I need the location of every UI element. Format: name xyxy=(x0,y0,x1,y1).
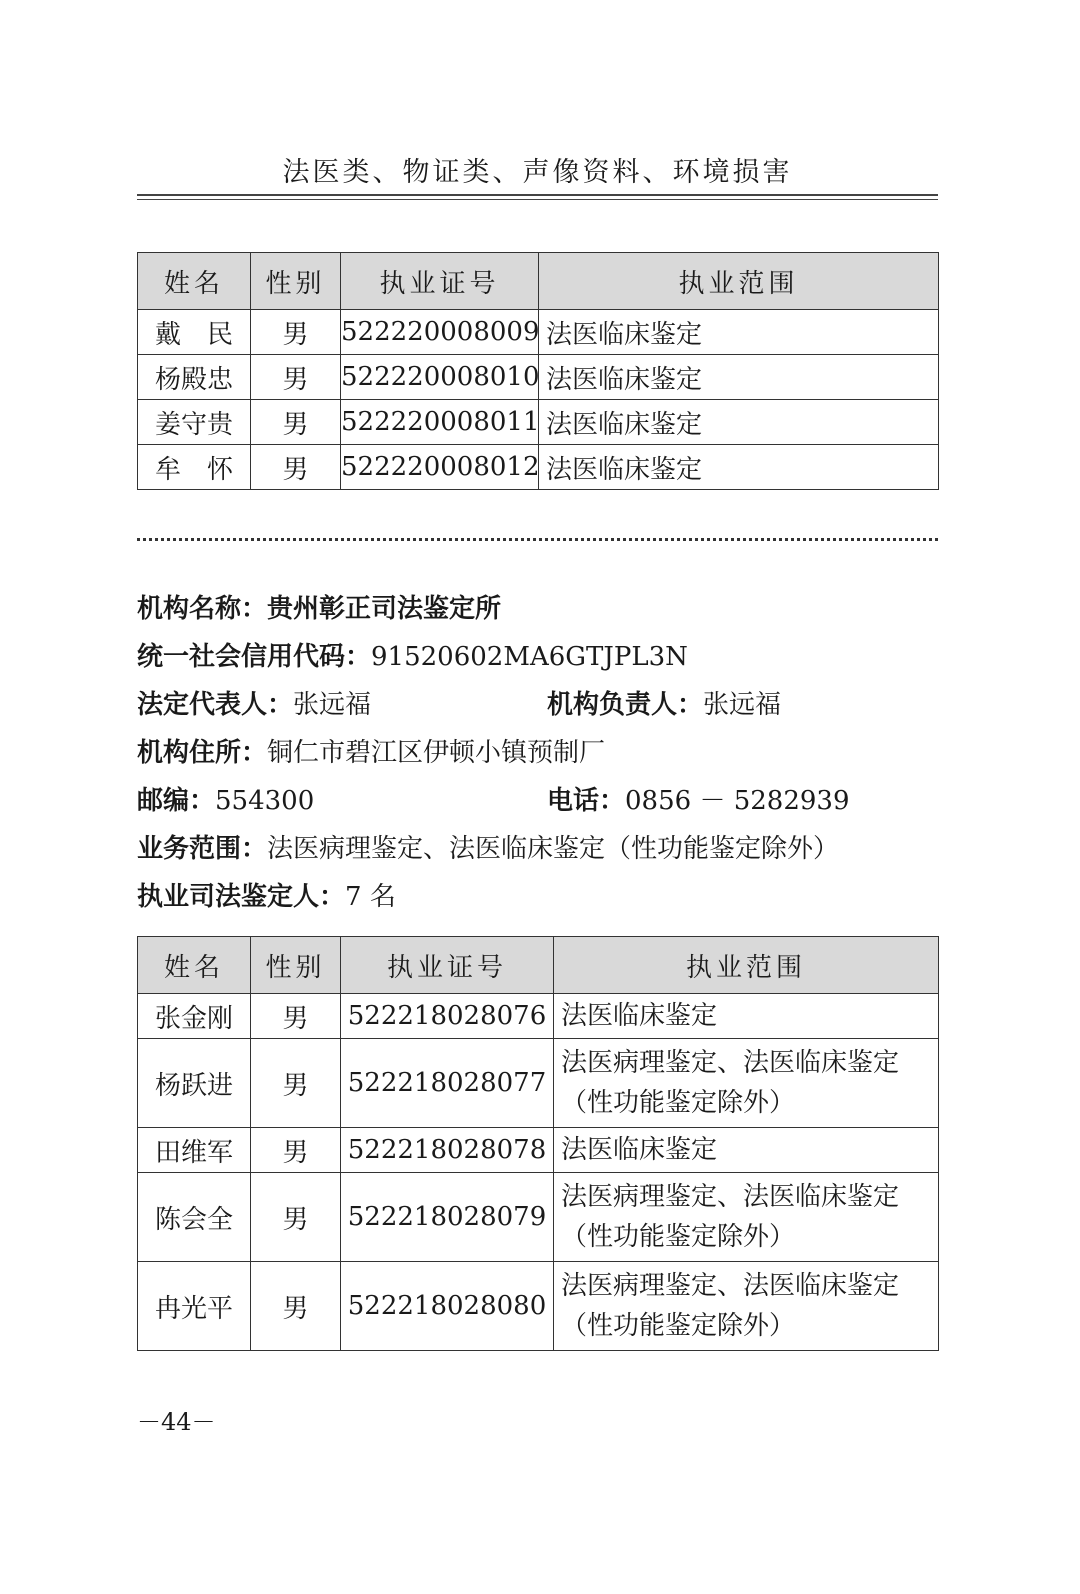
org-name-line xyxy=(137,585,938,633)
table-row xyxy=(138,400,939,445)
col-header-license: 执业证号 xyxy=(341,253,539,310)
col-header-scope: 执业范围 xyxy=(554,937,939,994)
appraisers-value: 7 名 xyxy=(345,882,396,912)
scope-line-2: （性功能鉴定除外） xyxy=(561,1222,796,1252)
cell-license: 522218028079 xyxy=(341,1173,554,1262)
table-header-row xyxy=(138,253,939,310)
legal-rep-value: 张远福 xyxy=(293,690,372,720)
phone-value: 0856 － 5282939 xyxy=(625,786,850,816)
postcode-label: 邮编： xyxy=(137,786,216,816)
postcode-value: 554300 xyxy=(215,786,315,816)
business-scope-value: 法医病理鉴定、法医临床鉴定（性功能鉴定除外） xyxy=(267,834,840,864)
cell-scope: 法医临床鉴定 xyxy=(539,355,939,400)
table-row xyxy=(138,994,939,1039)
col-header-name: 姓名 xyxy=(138,937,251,994)
cell-gender: 男 xyxy=(251,994,341,1039)
scope-line-2: （性功能鉴定除外） xyxy=(561,1311,796,1341)
cell-name: 姜守贵 xyxy=(138,400,251,445)
cell-name: 杨殿忠 xyxy=(138,355,251,400)
appraiser-table-1 xyxy=(137,252,939,490)
table-row xyxy=(138,445,939,490)
col-header-gender: 性别 xyxy=(251,937,341,994)
scope-line-1: 法医病理鉴定、法医临床鉴定 xyxy=(561,1271,900,1301)
credit-code-line xyxy=(137,633,938,681)
cell-name: 杨跃进 xyxy=(138,1039,251,1128)
cell-scope xyxy=(554,1262,939,1351)
cell-name: 张金刚 xyxy=(138,994,251,1039)
cell-license: 522220008012 xyxy=(341,445,539,490)
table-row xyxy=(138,1128,939,1173)
org-head-value: 张远福 xyxy=(703,690,782,720)
table-row xyxy=(138,1262,939,1351)
business-scope-label: 业务范围： xyxy=(137,834,268,864)
org-name-label: 机构名称： xyxy=(137,594,268,624)
section-separator xyxy=(137,538,938,541)
scope-line-2: （性功能鉴定除外） xyxy=(561,1088,796,1118)
appraiser-table-2 xyxy=(137,936,939,1351)
org-head xyxy=(547,681,781,729)
cell-name: 牟 怀 xyxy=(138,445,251,490)
credit-code-value: 91520602MA6GTJPL3N xyxy=(371,642,688,672)
cell-license: 522220008011 xyxy=(341,400,539,445)
header-rule xyxy=(137,194,938,200)
cell-scope xyxy=(554,1039,939,1128)
cell-scope: 法医临床鉴定 xyxy=(539,445,939,490)
running-header: 法医类、物证类、声像资料、环境损害 xyxy=(282,157,793,188)
address-label: 机构住所： xyxy=(137,738,268,768)
cell-license: 522218028076 xyxy=(341,994,554,1039)
phone xyxy=(547,777,850,825)
appraisers-label: 执业司法鉴定人： xyxy=(137,882,346,912)
scope-line-1: 法医临床鉴定 xyxy=(561,1001,718,1031)
scope-line-1: 法医病理鉴定、法医临床鉴定 xyxy=(561,1182,900,1212)
contact-line xyxy=(137,777,938,825)
credit-code-label: 统一社会信用代码： xyxy=(137,642,372,672)
scope-line-1: 法医病理鉴定、法医临床鉴定 xyxy=(561,1048,900,1078)
cell-license: 522218028080 xyxy=(341,1262,554,1351)
business-scope-line xyxy=(137,825,938,873)
cell-license: 522220008010 xyxy=(341,355,539,400)
cell-name: 陈会全 xyxy=(138,1173,251,1262)
cell-scope: 法医临床鉴定 xyxy=(539,400,939,445)
col-header-license: 执业证号 xyxy=(341,937,554,994)
cell-gender: 男 xyxy=(251,1039,341,1128)
cell-license: 522220008009 xyxy=(341,310,539,355)
cell-license: 522218028077 xyxy=(341,1039,554,1128)
cell-name: 戴 民 xyxy=(138,310,251,355)
table-row xyxy=(138,355,939,400)
col-header-scope: 执业范围 xyxy=(539,253,939,310)
cell-scope: 法医临床鉴定 xyxy=(539,310,939,355)
org-head-label: 机构负责人： xyxy=(547,690,704,720)
table-header-row xyxy=(138,937,939,994)
address-value: 铜仁市碧江区伊顿小镇预制厂 xyxy=(267,738,606,768)
cell-gender: 男 xyxy=(251,310,341,355)
cell-gender: 男 xyxy=(251,1128,341,1173)
cell-name: 冉光平 xyxy=(138,1262,251,1351)
cell-gender: 男 xyxy=(251,400,341,445)
scope-line-1: 法医临床鉴定 xyxy=(561,1135,718,1165)
address-line xyxy=(137,729,938,777)
table-row xyxy=(138,1173,939,1262)
cell-scope xyxy=(554,994,939,1039)
cell-license: 522218028078 xyxy=(341,1128,554,1173)
cell-name: 田维军 xyxy=(138,1128,251,1173)
cell-gender: 男 xyxy=(251,1173,341,1262)
page-number: －44－ xyxy=(137,1408,216,1436)
cell-scope xyxy=(554,1128,939,1173)
appraisers-count-line xyxy=(137,873,938,921)
col-header-name: 姓名 xyxy=(138,253,251,310)
table-row xyxy=(138,310,939,355)
representative-line xyxy=(137,681,938,729)
legal-rep-label: 法定代表人： xyxy=(137,690,294,720)
col-header-gender: 性别 xyxy=(251,253,341,310)
cell-scope xyxy=(554,1173,939,1262)
cell-gender: 男 xyxy=(251,355,341,400)
phone-label: 电话： xyxy=(547,786,626,816)
org-name-value: 贵州彰正司法鉴定所 xyxy=(267,594,502,624)
cell-gender: 男 xyxy=(251,1262,341,1351)
table-row xyxy=(138,1039,939,1128)
cell-gender: 男 xyxy=(251,445,341,490)
